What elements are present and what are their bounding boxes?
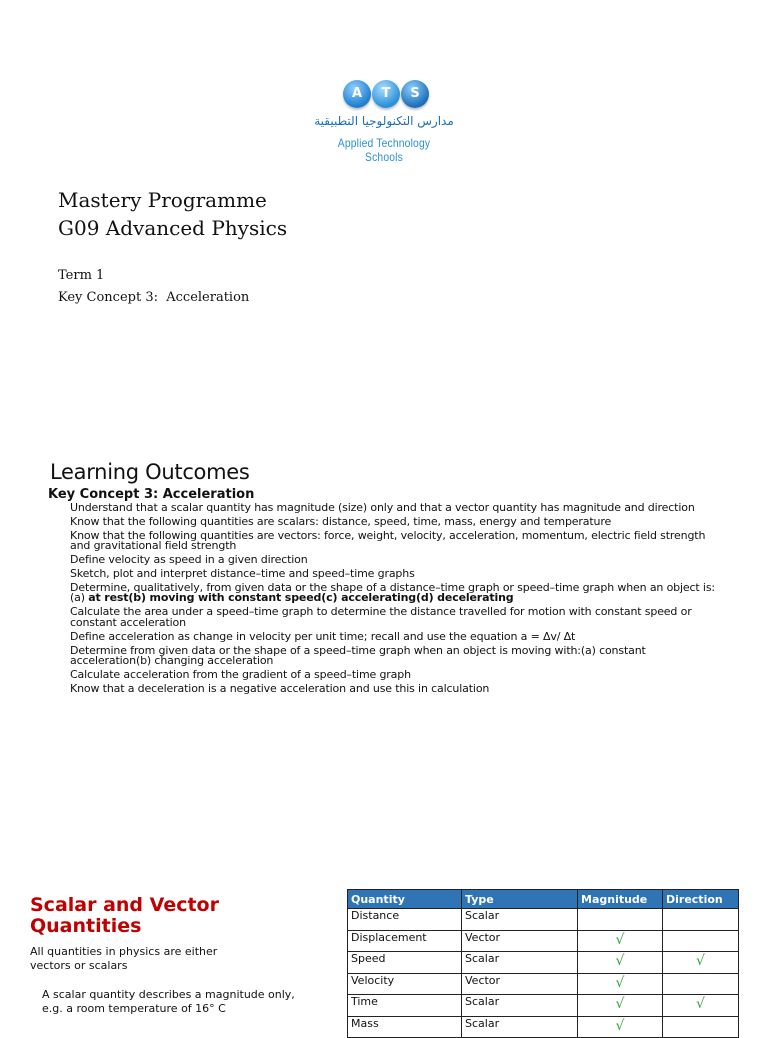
outcome-bold-part: at rest(b) moving with constant speed(c) accelerating(d) decelerating	[88, 591, 514, 605]
logo-arabic-name: مدارس التكنولوجيا التطبيقية	[314, 114, 454, 128]
header-type: Type	[462, 890, 578, 909]
table-row	[348, 995, 739, 1017]
cell-magnitude-check: √	[578, 930, 663, 952]
logo-letter-a: A	[343, 80, 371, 108]
cell-quantity: Speed	[348, 952, 462, 974]
cell-direction-check	[663, 909, 739, 931]
learning-outcomes-heading: Learning Outcomes	[50, 460, 250, 484]
cell-direction-check	[663, 930, 739, 952]
outcome-item: Determine from given data or the shape of a speed–time graph when an object is moving with:(a) constant acceleration(b) changing acceleration	[70, 643, 646, 668]
table-row	[348, 952, 739, 974]
table-row	[348, 909, 739, 931]
cell-quantity: Time	[348, 995, 462, 1017]
ats-logo	[314, 80, 460, 164]
outcome-item: Calculate the area under a speed–time graph to determine the distance travelled for motion with constant speed or constant acceleration	[70, 605, 692, 629]
table-header-row	[348, 890, 739, 909]
logo-letter-s: S	[401, 80, 429, 108]
learning-outcomes-list	[70, 503, 720, 698]
outcome-item: Know that a deceleration is a negative acceleration and use this in calculation	[70, 681, 490, 695]
cell-quantity: Distance	[348, 909, 462, 931]
outcome-item: Define acceleration as change in velocity per unit time; recall and use the equation a = Δv/ Δt	[70, 629, 576, 643]
cell-type: Scalar	[462, 952, 578, 974]
cell-magnitude-check: √	[578, 995, 663, 1017]
cell-quantity: Mass	[348, 1016, 462, 1038]
cell-magnitude-check	[578, 909, 663, 931]
quantity-table	[347, 889, 739, 1038]
outcome-item: Know that the following quantities are vectors: force, weight, velocity, acceleration, momentum, electric field strength and gravitational field strength	[70, 528, 706, 553]
cell-type: Vector	[462, 930, 578, 952]
cell-direction-check	[663, 973, 739, 995]
cell-quantity: Velocity	[348, 973, 462, 995]
cell-magnitude-check: √	[578, 952, 663, 974]
outcome-item: Know that the following quantities are scalars: distance, speed, time, mass, energy and temperature	[70, 514, 612, 528]
header-direction: Direction	[663, 890, 739, 909]
outcome-item: Calculate acceleration from the gradient of a speed–time graph	[70, 668, 411, 682]
cell-type: Scalar	[462, 995, 578, 1017]
table-row	[348, 930, 739, 952]
header-magnitude: Magnitude	[578, 890, 663, 909]
header-quantity: Quantity	[348, 890, 462, 909]
programme-title: Mastery Programme	[58, 188, 267, 212]
outcome-item: Sketch, plot and interpret distance–time and speed–time graphs	[70, 567, 415, 581]
cell-magnitude-check: √	[578, 973, 663, 995]
key-concept-label: Key Concept 3: Acceleration	[58, 290, 250, 305]
cell-type: Vector	[462, 973, 578, 995]
scalar-vector-heading: Scalar and Vector Quantities	[30, 894, 219, 937]
cell-magnitude-check: √	[578, 1016, 663, 1038]
logo-english-name: Applied Technology Schools	[337, 136, 431, 164]
scalar-vector-intro: All quantities in physics are either vectors or scalars	[30, 945, 218, 972]
table-row	[348, 1016, 739, 1038]
course-title: G09 Advanced Physics	[58, 216, 288, 240]
scalar-description: A scalar quantity describes a magnitude only, e.g. a room temperature of 16° C	[42, 988, 295, 1015]
outcome-item: Define velocity as speed in a given direction	[70, 553, 308, 567]
cell-direction-check	[663, 1016, 739, 1038]
outcome-item: Understand that a scalar quantity has magnitude (size) only and that a vector quantity has magnitude and direction	[70, 501, 695, 514]
learning-outcomes-key-concept: Key Concept 3: Acceleration	[48, 487, 255, 502]
cell-direction-check: √	[663, 995, 739, 1017]
cell-direction-check: √	[663, 952, 739, 974]
cell-type: Scalar	[462, 1016, 578, 1038]
cell-quantity: Displacement	[348, 930, 462, 952]
term-label: Term 1	[58, 268, 105, 283]
outcome-item: Determine, qualitatively, from given data or the shape of a distance–time graph or speed–time graph when an object is:(a) at rest(b) moving with constant speed(c) accelerating(d) decelerating	[70, 580, 715, 605]
logo-letter-t: T	[372, 80, 400, 108]
table-row	[348, 973, 739, 995]
cell-type: Scalar	[462, 909, 578, 931]
